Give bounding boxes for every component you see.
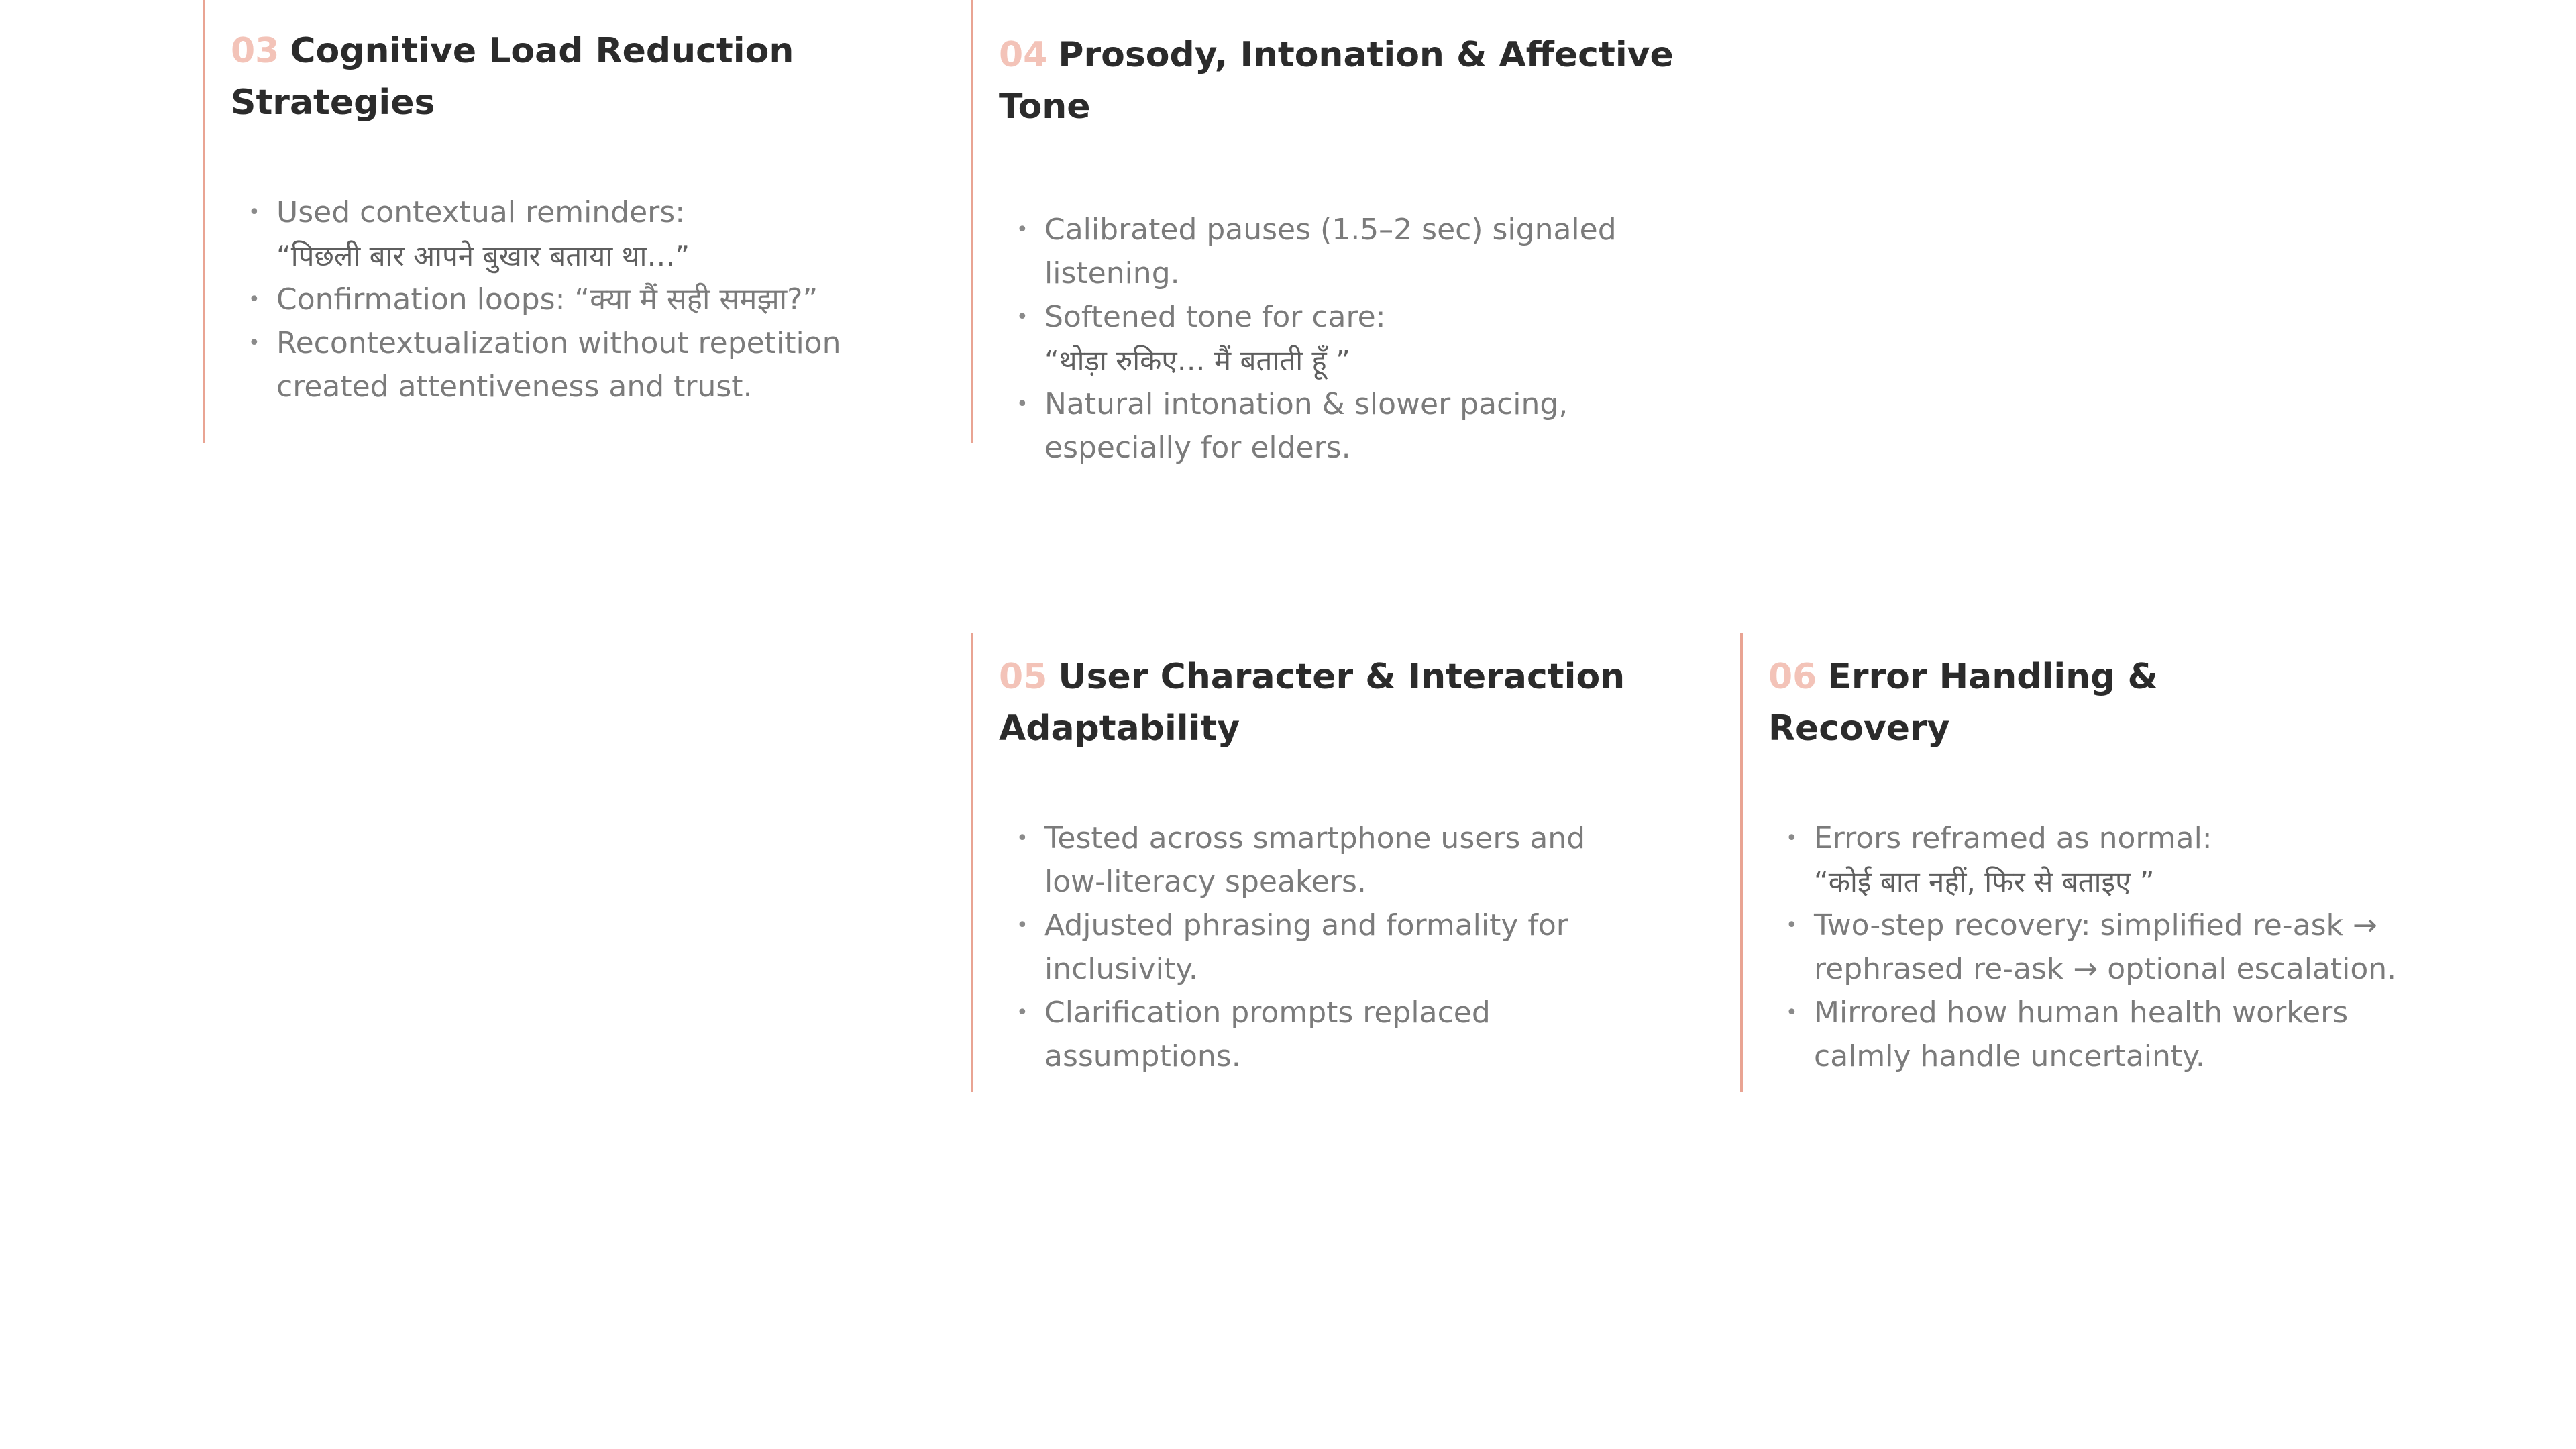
- bullet-dot-icon: •: [1786, 1001, 1798, 1024]
- card-error-handling: [1740, 633, 2565, 1092]
- bullet-item: [999, 295, 1762, 382]
- bullet-dot-icon: •: [248, 331, 260, 355]
- bullet-line: calmly handle uncertainty.: [1814, 1039, 2205, 1073]
- card-title: [999, 30, 1762, 133]
- bullet-dot-icon: •: [1016, 392, 1028, 416]
- bullet-line: Tested across smartphone users and: [1044, 821, 1586, 855]
- card-title: [231, 25, 974, 129]
- bullet-line: especially for elders.: [1044, 431, 1351, 465]
- bullet-item: [999, 208, 1762, 295]
- bullet-list: [999, 816, 1742, 1078]
- bullet-dot-icon: •: [1786, 826, 1798, 850]
- bullet-line: Calibrated pauses (1.5–2 sec) signaled: [1044, 213, 1617, 247]
- card-number: 04: [999, 35, 1048, 75]
- card-title-line: Adaptability: [999, 708, 1240, 749]
- card-title-line: Prosody, Intonation & Affective Tone: [999, 35, 1674, 127]
- bullet-item: [1768, 816, 2565, 904]
- card-number: 03: [231, 31, 280, 71]
- bullet-dot-icon: •: [1016, 826, 1028, 850]
- card-title-line: Error Handling &: [1827, 657, 2158, 697]
- bullet-list: [231, 191, 974, 409]
- bullet-line: low-literacy speakers.: [1044, 865, 1366, 899]
- bullet-line: rephrased re-ask → optional escalation.: [1814, 952, 2397, 986]
- bullet-list: [999, 208, 1762, 470]
- bullet-item: [999, 382, 1762, 470]
- bullet-line: “थोड़ा रुकिए… मैं बताती हूँ ”: [1044, 344, 1350, 377]
- bullet-item: [1768, 904, 2565, 991]
- bullet-line: “कोई बात नहीं, फिर से बताइए ”: [1814, 865, 2155, 898]
- card-title-line: Cognitive Load Reduction: [290, 31, 794, 71]
- bullet-line: Natural intonation & slower pacing,: [1044, 387, 1568, 421]
- card-prosody: [971, 0, 1762, 465]
- bullet-line: assumptions.: [1044, 1039, 1241, 1073]
- card-title-line: Recovery: [1768, 708, 1950, 749]
- bullet-dot-icon: •: [248, 288, 260, 311]
- card-title-line: User Character & Interaction: [1058, 657, 1625, 697]
- bullet-dot-icon: •: [1016, 218, 1028, 241]
- bullet-dot-icon: •: [248, 201, 260, 224]
- bullet-line: created attentiveness and trust.: [276, 370, 753, 404]
- bullet-line: “पिछली बार आपने बुखार बताया था…”: [276, 239, 690, 272]
- bullet-dot-icon: •: [1016, 1001, 1028, 1024]
- card-number: 05: [999, 657, 1048, 697]
- bullet-list: [1768, 816, 2565, 1078]
- bullet-dot-icon: •: [1016, 914, 1028, 937]
- bullet-item: [999, 991, 1742, 1078]
- bullet-line: Used contextual reminders:: [276, 195, 686, 229]
- bullet-line: Errors reframed as normal:: [1814, 821, 2212, 855]
- bullet-line: inclusivity.: [1044, 952, 1198, 986]
- card-number: 06: [1768, 657, 1817, 697]
- bullet-line: Confirmation loops: “क्या मैं सही समझा?”: [276, 282, 818, 317]
- bullet-item: [231, 278, 974, 321]
- bullet-item: [999, 816, 1742, 904]
- bullet-dot-icon: •: [1016, 305, 1028, 329]
- card-title-line: Strategies: [231, 83, 435, 123]
- bullet-line: Mirrored how human health workers: [1814, 996, 2349, 1030]
- bullet-item: [231, 321, 974, 409]
- bullet-line: listening.: [1044, 256, 1180, 290]
- bullet-dot-icon: •: [1786, 914, 1798, 937]
- bullet-item: [1768, 991, 2565, 1078]
- card-user-character: [971, 633, 1742, 1092]
- bullet-line: Two-step recovery: simplified re-ask →: [1814, 908, 2377, 943]
- bullet-line: Softened tone for care:: [1044, 300, 1386, 334]
- card-title: [1768, 651, 2565, 755]
- card-cognitive-load: [203, 0, 974, 443]
- bullet-line: Recontextualization without repetition: [276, 326, 841, 360]
- bullet-line: Adjusted phrasing and formality for: [1044, 908, 1568, 943]
- card-title: [999, 651, 1742, 755]
- bullet-item: [999, 904, 1742, 991]
- bullet-item: [231, 191, 974, 278]
- bullet-line: Clarification prompts replaced: [1044, 996, 1491, 1030]
